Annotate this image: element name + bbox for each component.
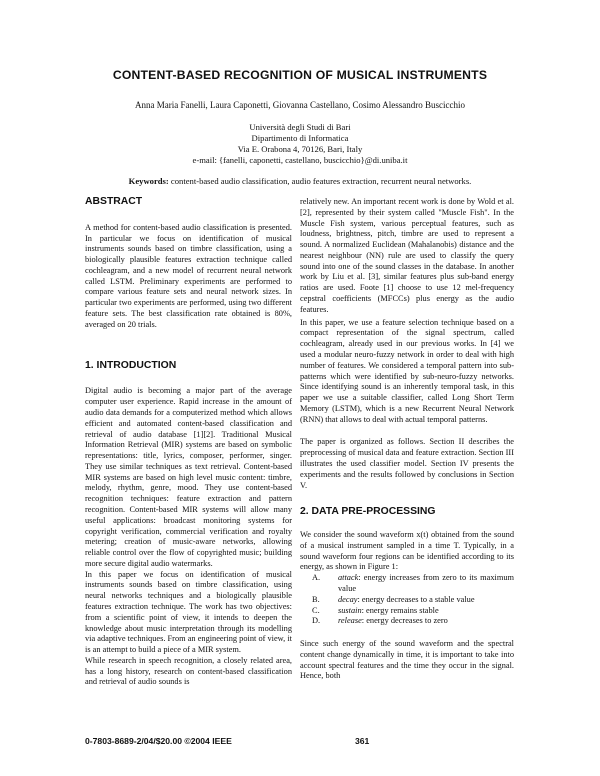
right-column — [300, 197, 514, 682]
stage-name: decay — [338, 594, 358, 604]
keywords-text: content-based audio classification, audio features extraction, recurrent neural networks. — [168, 176, 472, 186]
section2-intro: We consider the sound waveform x(t) obtained from the sound of a musical instrument sampled in a time T. Typically, in a sound waveform four regions can be identified according to its energy, as shown in Figure 1: — [300, 530, 514, 572]
introduction-heading: 1. INTRODUCTION — [85, 359, 177, 371]
stage-name: sustain — [338, 605, 362, 615]
stage-text: : energy remains stable — [361, 605, 439, 615]
keywords-line — [0, 176, 600, 186]
stage-letter: B. — [312, 594, 320, 604]
body-paragraph: The paper is organized as follows. Section II describes the preprocessing of musical data and feature extraction. Section III illustrates the used classifier model. Section IV presents the experiments and the results followed by conclusions in Section V. — [300, 437, 514, 490]
left-column — [85, 197, 292, 688]
stage-text: : energy decreases to zero — [361, 616, 448, 626]
list-item — [300, 573, 514, 595]
author-list: Anna Maria Fanelli, Laura Caponetti, Giovanna Castellano, Cosimo Alessandro Buscicchio — [135, 100, 465, 110]
copyright-footer: 0-7803-8689-2/04/$20.00 ©2004 IEEE — [85, 736, 232, 746]
energy-stages-list — [300, 573, 514, 627]
intro-paragraph: Digital audio is becoming a major part of the average computer user experience. Rapid increase in the amount of audio data demands for a computerized method which allows efficient and automated content-based classification and retrieval of audio database [1][2]. Traditional Musical Information Retrieval (MIR) systems are based on symbolic representations: title, lyrics, composer, performer, singer. They use similar techniques as text retrieval. Content-based MIR systems are based on high level music content: timbre, melody, rhythm, genre, mood. They use content-based recognition techniques: feature extraction and pattern recognition. Content-based MIR systems will allow many useful applications: broadcast monitoring systems for copyright verification, commercial verification and royalty metering; creation of music-aware networks, allowing reliable control over the flow of copyrighted music; building more secure digital audio watermarks. — [85, 386, 292, 568]
abstract-text: A method for content-based audio classification is presented. In particular we focus on identification of musical instruments sounds based on timbre classification, using a biologically plausible features extraction technique called cochleagram, and a new model of recurrent neural network called LSTM. Preliminary experiments are performed to compare various feature sets and neural network sizes. In particular two experiments are performed, using two different feature sets. The best classification rate obtained is 80%, averaged on 20 trials. — [85, 222, 292, 329]
affiliation-university: Università degli Studi di Bari — [249, 122, 351, 132]
stage-text: : energy decreases to a stable value — [357, 594, 475, 604]
body-paragraph: relatively new. An important recent work is done by Wold et al. [2], represented by their system called "Muscle Fish". In the Muscle Fish system, various perceptual features, such as loudness, brightness, pitch, timbre are used to represent a sound. A normalized Euclidean (Mahalanobis) distance and the nearest neighbour (NN) rule are used to classify the query sound into one of the sound classes in the database. In another work by Liu et al. [3], similar features plus sub-band energy ratios are used. Foote [1] choose to use 12 mel-frequency cepstral coefficients (MFCCs) plus energy as the audio features. — [300, 197, 514, 314]
intro-paragraph: While research in speech recognition, a closely related area, has a long history, research on content-based classification and retrieval of audio sounds is — [85, 655, 292, 687]
stage-name: release — [338, 616, 362, 626]
affiliation-lines — [0, 122, 600, 166]
section2-paragraph: Since such energy of the sound waveform and the spectral content change dynamically in time, it is important to take into account spectral features and the time they occur in the signal. Hence, both — [300, 639, 514, 681]
list-item — [300, 595, 514, 606]
affiliation-email: e-mail: {fanelli, caponetti, castellano, buscicchio}@di.uniba.it — [192, 155, 408, 165]
stage-text: : energy increases from zero to its maximum value — [338, 573, 514, 593]
section2-heading: 2. DATA PRE-PROCESSING — [300, 506, 436, 518]
abstract-heading: ABSTRACT — [85, 196, 143, 207]
stage-letter: A. — [312, 573, 321, 583]
stage-letter: D. — [312, 616, 321, 626]
stage-letter: C. — [312, 605, 320, 615]
intro-paragraph: In this paper we focus on identification of musical instruments sounds based on timbre classification, using neural networks techniques and a biologically plausible features extraction technique. The work has two objectives: from a scientific point of view, it intends to deepen the knowledge about music interpretation through its modelling via adaptive techniques. From an engineering point of view, it is an attempt to build a piece of a MIR system. — [85, 569, 292, 655]
affiliation-address: Via E. Orabona 4, 70126, Bari, Italy — [237, 144, 363, 154]
stage-name: attack — [338, 573, 359, 583]
list-item — [300, 606, 514, 617]
affiliation-department: Dipartimento di Informatica — [251, 133, 349, 143]
paper-title: CONTENT-BASED RECOGNITION OF MUSICAL INSTRUMENTS — [112, 68, 488, 82]
list-item — [300, 616, 514, 627]
body-paragraph: In this paper, we use a feature selection technique based on a compact representation of the signal spectrum, called cochleagram, already used in our previous works. In [4] we used a modular neuro-fuzzy network in order to deal with high number of features. We considered a temporal pattern into sub-patterns which were identified by sub-neuro-fuzzy networks. Since identifying sound is an inherently temporal task, in this paper we use a suitable classifier, called Long Short Term Memory (LSTM), which is a new Recurrent Neural Network (RNN) that allows to deal with actual temporal patterns. — [300, 317, 514, 424]
keywords-label: Keywords: — [128, 176, 169, 186]
page-number: 361 — [355, 736, 370, 746]
